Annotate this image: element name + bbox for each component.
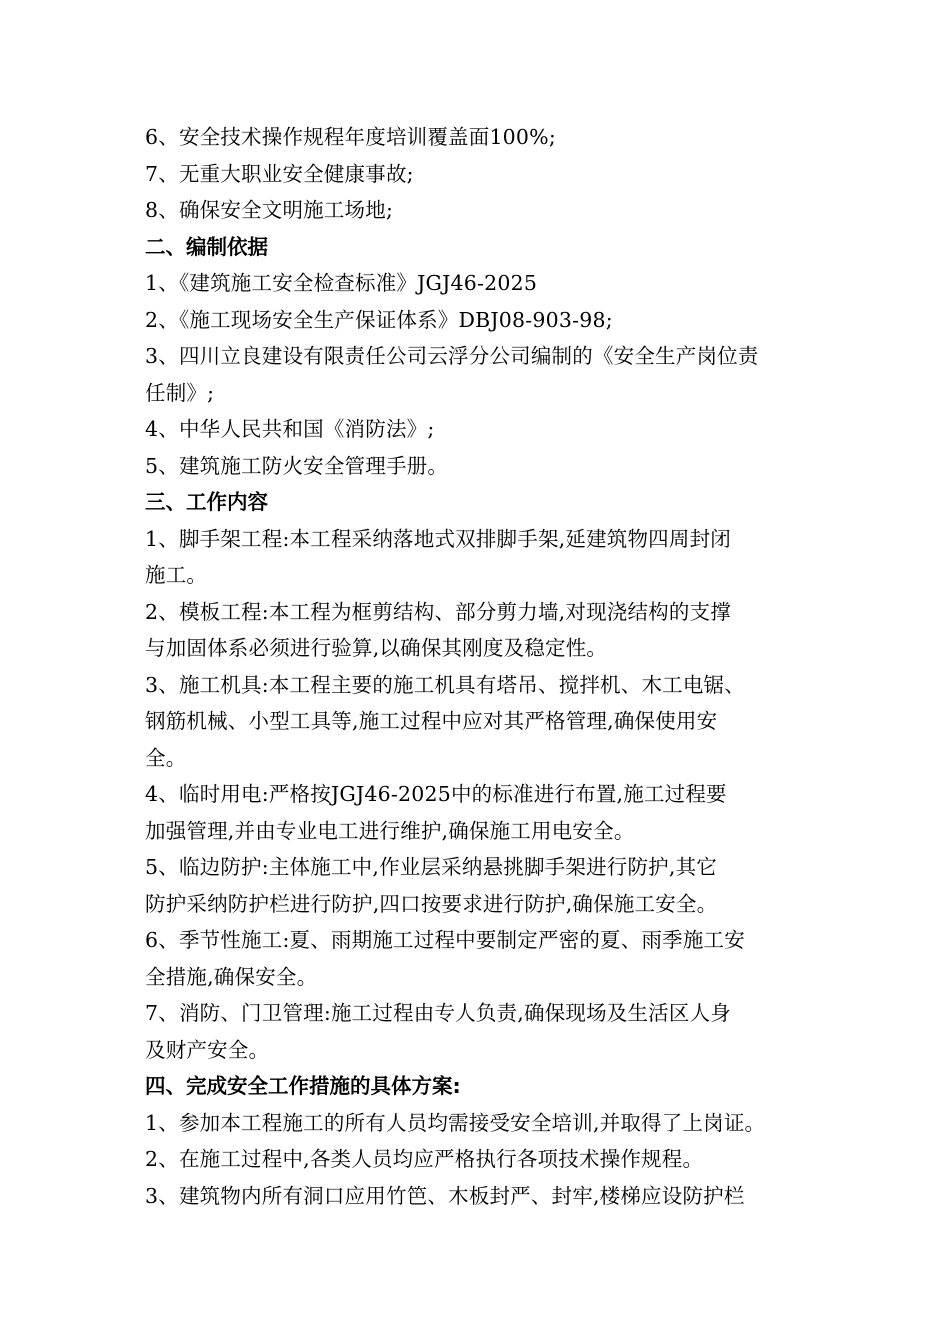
document-body (145, 119, 825, 1214)
section-heading: 四、完成安全工作措施的具体方案: (145, 1074, 461, 1098)
text-line: 3、建筑物内所有洞口应用竹笆、木板封严、封牢,楼梯应设防护栏 (145, 1183, 745, 1208)
text-line: 1、参加本工程施工的所有人员均需接受安全培训,并取得了上岗证。 (145, 1110, 766, 1135)
text-line: 1、《建筑施工安全检查标准》JGJ46-2025 (145, 271, 538, 295)
text-line: 3、四川立良建设有限责任公司云浮分公司编制的《安全生产岗位责 (145, 344, 759, 368)
text-line: 4、临时用电:严格按JGJ46-2025中的标准进行布置,施工过程要 (145, 782, 727, 806)
text-line: 及财产安全。 (145, 1037, 270, 1062)
text-line: 6、安全技术操作规程年度培训覆盖面100%; (145, 125, 556, 149)
text-line: 防护采纳防护栏进行防护,四口按要求进行防护,确保施工安全。 (145, 891, 718, 916)
text-line: 全措施,确保安全。 (145, 964, 318, 989)
text-line: 任制》; (145, 380, 215, 405)
text-line: 2、模板工程:本工程为框剪结构、部分剪力墙,对现浇结构的支撑 (145, 599, 731, 624)
text-line: 与加固体系必须进行验算,以确保其刚度及稳定性。 (145, 636, 608, 660)
text-line: 3、施工机具:本工程主要的施工机具有塔吊、搅拌机、木工电锯、 (145, 672, 745, 697)
text-line: 2、《施工现场安全生产保证体系》DBJ08-903-98; (145, 307, 613, 332)
text-line: 钢筋机械、小型工具等,施工过程中应对其严格管理,确保使用安 (145, 709, 718, 733)
text-line: 1、脚手架工程:本工程采纳落地式双排脚手架,延建筑物四周封闭 (145, 526, 731, 551)
text-line: 6、季节性施工:夏、雨期施工过程中要制定严密的夏、雨季施工安 (145, 928, 745, 952)
text-line: 7、无重大职业安全健康事故; (145, 161, 414, 186)
section-heading: 三、工作内容 (145, 490, 268, 514)
text-line: 7、消防、门卫管理:施工过程由专人负责,确保现场及生活区人身 (145, 1001, 731, 1025)
text-line: 4、中华人民共和国《消防法》; (145, 417, 435, 441)
text-line: 8、确保安全文明施工场地; (145, 198, 394, 222)
text-line: 5、建筑施工防火安全管理手册。 (145, 453, 449, 478)
text-line: 施工。 (145, 563, 208, 587)
section-heading: 二、编制依据 (145, 234, 268, 259)
text-line: 全。 (145, 745, 187, 770)
text-line: 加强管理,并由专业电工进行维护,确保施工用电安全。 (145, 818, 635, 843)
text-line: 5、临边防护:主体施工中,作业层采纳悬挑脚手架进行防护,其它 (145, 855, 717, 879)
text-line: 2、在施工过程中,各类人员均应严格执行各项技术操作规程。 (145, 1147, 704, 1171)
